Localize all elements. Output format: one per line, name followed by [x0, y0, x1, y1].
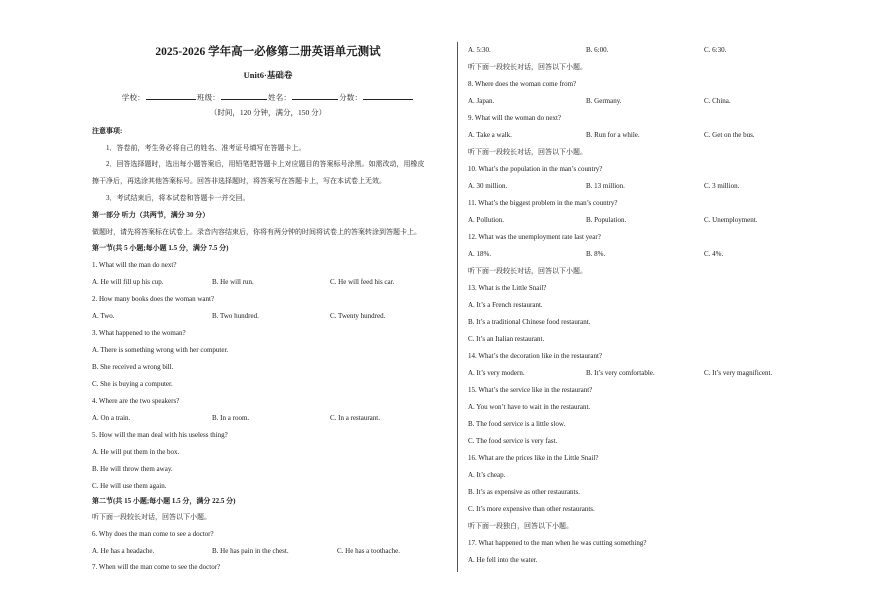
note-item: 擦干净后，再选涂其他答案标号。回答非选择题时，将答案写在答题卡上，写在本试卷上无效。 [92, 177, 386, 185]
listen-instruction: 听下面一段较长对话，回答以下小题。 [468, 148, 587, 156]
option-b: B. She received a wrong bill. [92, 363, 174, 371]
question-stem: 5. How will the man deal with his useless thing? [92, 431, 228, 439]
option-b: B. 8%. [586, 250, 606, 258]
option-b: B. He will throw them away. [92, 465, 173, 473]
time-info: （时间，120 分钟，满分，150 分） [209, 108, 327, 117]
note-item: 1．答卷前，考生务必将自己的姓名、准考证号填写在答题卡上。 [106, 144, 306, 152]
option-a: A. You won’t have to wait in the restaurant. [468, 403, 591, 411]
option-a: A. He fell into the water. [468, 556, 538, 564]
option-c: C. Unemployment. [704, 216, 758, 224]
score-blank[interactable] [363, 92, 413, 100]
option-b: B. Two hundred. [212, 312, 259, 320]
option-b: B. 6:00. [586, 46, 609, 54]
listen-instruction: 听下面一段较长对话，回答以下小题。 [92, 513, 211, 521]
question-stem: 3. What happened to the woman? [92, 329, 186, 337]
listen-instruction: 听下面一段较长对话，回答以下小题。 [468, 267, 587, 275]
option-a: A. There is something wrong with her computer. [92, 346, 229, 354]
option-a: A. He will put them in the box. [92, 448, 180, 456]
exam-title: 2025-2026 学年高一必修第二册英语单元测试 [155, 46, 381, 58]
option-c: C. The food service is very fast. [468, 437, 558, 445]
option-a: A. Japan. [468, 97, 495, 105]
option-a: A. Pollution. [468, 216, 504, 224]
option-c: C. 6:30. [704, 46, 727, 54]
option-a: A. 18%. [468, 250, 492, 258]
listen-instruction: 听下面一段较长对话，回答以下小题。 [468, 63, 587, 71]
option-b: B. It’s as expensive as other restaurants. [468, 488, 580, 496]
student-info-line [92, 92, 444, 102]
part1-instruction: 做题时，请先将答案标在试卷上。录音内容结束后，你将有两分钟的时间将试卷上的答案转涂到答题卡上。 [92, 228, 421, 236]
option-b: B. The food service is a little slow. [468, 420, 566, 428]
option-a: A. He will fill up his cup. [92, 278, 164, 286]
option-b: B. It’s a traditional Chinese food restaurant. [468, 318, 591, 326]
question-stem: 4. Where are the two speakers? [92, 397, 180, 405]
option-c: C. She is buying a computer. [92, 380, 173, 388]
option-a: A. It’s very modern. [468, 369, 525, 377]
option-a: A. 5:30. [468, 46, 491, 54]
part1-title: 第一部分 听力（共两节，满分 30 分） [92, 211, 210, 219]
option-a: A. He has a headache. [92, 547, 155, 555]
option-a: A. On a train. [92, 414, 131, 422]
option-b: B. 13 million. [586, 182, 625, 190]
question-stem: 11. What’s the biggest problem in the man’s country? [468, 199, 618, 207]
question-stem: 7. When will the man come to see the doctor? [92, 563, 221, 571]
column-divider [457, 42, 458, 572]
option-b: B. He will run. [212, 278, 254, 286]
question-stem: 10. What’s the population in the man’s country? [468, 165, 603, 173]
class-blank[interactable] [221, 92, 267, 100]
score-label: 分数： [339, 93, 363, 102]
name-label: 姓名： [268, 93, 292, 102]
question-stem: 17. What happened to the man when he was cutting something? [468, 539, 647, 547]
note-item: 3．考试结束后，将本试卷和答题卡一并交回。 [106, 194, 250, 202]
option-a: A. Two. [92, 312, 115, 320]
question-stem: 6. Why does the man come to see a doctor? [92, 530, 214, 538]
option-c: C. In a restaurant. [330, 414, 380, 422]
option-b: B. It’s very comfortable. [586, 369, 655, 377]
question-stem: 15. What’s the service like in the restaurant? [468, 386, 593, 394]
notes-title: 注意事项: [92, 127, 123, 135]
question-stem: 2. How many books does the woman want? [92, 295, 215, 303]
option-c: C. Get on the bus. [704, 131, 755, 139]
option-b: B. Germany. [586, 97, 622, 105]
question-stem: 9. What will the woman do next? [468, 114, 561, 122]
option-c: C. He has a toothache. [337, 547, 400, 555]
school-blank[interactable] [146, 92, 196, 100]
option-c: C. He will use them again. [92, 482, 167, 490]
question-stem: 8. Where does the woman come from? [468, 80, 577, 88]
option-a: A. 30 million. [468, 182, 508, 190]
option-c: C. 3 million. [704, 182, 740, 190]
option-a: A. It’s a French restaurant. [468, 301, 543, 309]
option-c: C. He will feed his car. [330, 278, 395, 286]
school-label: 学校： [121, 93, 145, 102]
exam-subtitle: Unit6·基础卷 [243, 70, 293, 80]
option-c: C. It’s an Italian restaurant. [468, 335, 545, 343]
question-stem: 1. What will the man do next? [92, 261, 177, 269]
note-item: 2．回答选择题时，选出每小题答案后，用铅笔把答题卡上对应题目的答案标号涂黑。如需改动，用橡皮 [106, 160, 425, 168]
option-b: B. Run for a while. [586, 131, 640, 139]
section2-title: 第二节(共 15 小题;每小题 1.5 分，满分 22.5 分) [92, 497, 236, 505]
question-stem: 16. What are the prices like in the Little Snail? [468, 454, 599, 462]
name-blank[interactable] [292, 92, 338, 100]
option-a: A. Take a walk. [468, 131, 512, 139]
option-a: A. It’s cheap. [468, 471, 506, 479]
class-label: 班级： [196, 93, 220, 102]
option-b: B. In a room. [212, 414, 250, 422]
question-stem: 13. What is the Little Snail? [468, 284, 547, 292]
listen-instruction: 听下面一段独白，回答以下小题。 [468, 522, 573, 530]
option-b: B. Population. [586, 216, 627, 224]
option-c: C. China. [704, 97, 731, 105]
question-stem: 14. What’s the decoration like in the restaurant? [468, 352, 602, 360]
question-stem: 12. What was the unemployment rate last year? [468, 233, 601, 241]
option-b: B. He has pain in the chest. [212, 547, 289, 555]
option-c: C. It’s very magnificent. [704, 369, 773, 377]
option-c: C. It’s more expensive than other restaurants. [468, 505, 595, 513]
section1-title: 第一节(共 5 小题;每小题 1.5 分，满分 7.5 分) [92, 244, 229, 252]
option-c: C. Twenty hundred. [330, 312, 386, 320]
option-c: C. 4%. [704, 250, 724, 258]
